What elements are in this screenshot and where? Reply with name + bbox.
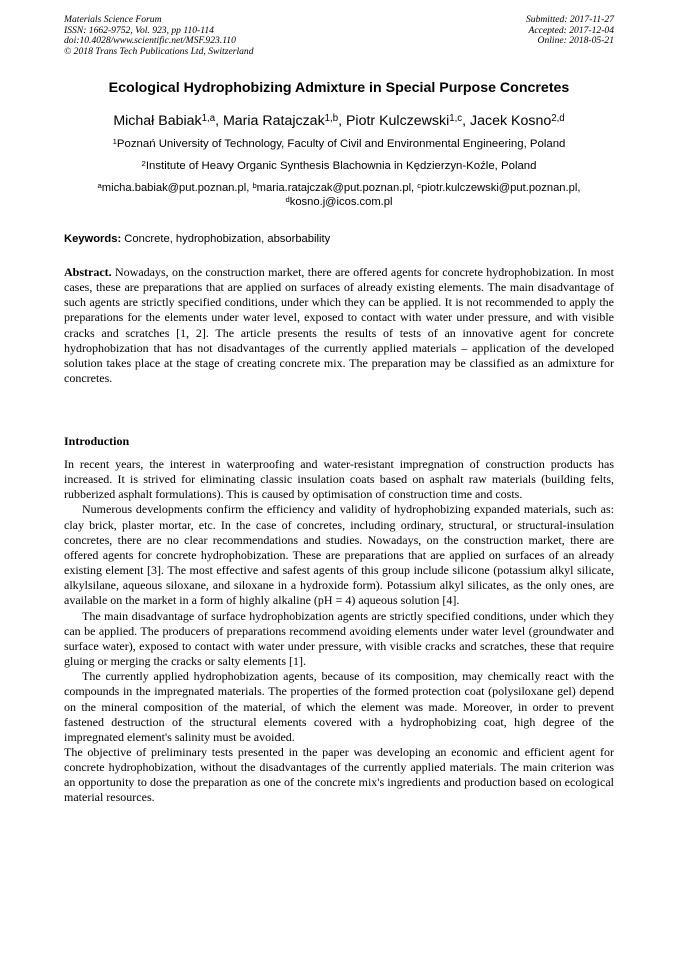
author-affiliation-mark: 2,d [551,112,565,124]
email-mark: b [252,180,257,190]
email-address: maria.ratajczak@put.poznan.pl, [256,182,418,194]
intro-paragraph: The currently applied hydrophobization agents, because of its composition, may chemically react with the compounds in the impregnated materials. The properties of the formed protection coat (polysiloxane gel) depend on the mineral composition of the material, of which the element was made. Moreover, in order to prevent fastened destruction of the structural elements covered with a hydrophobizing coat, high degree of the impregnated element's salinity must be avoided. [64,669,614,744]
author-emails [40,181,638,209]
email-address: piotr.kulczewski@put.poznan.pl, [421,182,581,194]
affiliation-2 [30,159,648,174]
email-mark: d [285,194,290,204]
keywords-label: Keywords: [64,233,122,245]
intro-paragraph: Numerous developments confirm the efficiency and validity of hydrophobizing expanded materials, such as: clay brick, plaster mortar, etc. In the case of concretes, including ordinary, structural, or structural-insulation concretes, there are no clear recommendations and studies. Nowadays, on the construction market, there are offered agents for concrete hydrophobization. These are preparations that are applied on surfaces of an already existing element [3]. The most effective and safest agents of this group include silicone (potassium alkyl silicate, alkylsilane, aqueous siloxane, and siloxane in a hydroxide form). Potassium alkyl silicates, as the only ones, are available on the market in a form of highly alkaline (pH = 4) aqueous solution [4]. [64,502,614,608]
affiliation-text: Poznań University of Technology, Faculty of Civil and Environmental Engineering, Poland [116,138,566,150]
author-name: Michał Babiak [113,113,202,129]
intro-paragraph: The objective of preliminary tests presented in the paper was developing an economic and efficient agent for concrete hydrophobization, without the disadvantages of the currently applied materials. The main criterion was an opportunity to dose the preparation as one of the concrete mix's ingredients and production based on ecological material resources. [64,744,614,805]
author-affiliation-mark: 1,a [201,112,216,124]
introduction-body [64,457,614,806]
online-date: Online: 2018-05-21 [537,35,614,47]
abstract-text: Nowadays, on the construction market, there are offered agents for concrete hydrophobization. In most cases, these are preparations that are applied on surfaces of already existing elements. The main disadvantage of such agents are strictly specified conditions, under which they can be applied. It is not recommended to apply the preparations for the elements under water level, exposed to contact with water under pressure, and with visible cracks and scratches [1, 2]. The article presents the results of tests of an innovative agent for concrete hydrophobization that has not disadvantages of the currently applied materials – application of the developed solution takes place at the stage of creating concrete mix. The preparation may be classified as an admixture for concretes. [64,265,614,386]
abstract [64,265,614,386]
author-affiliation-mark: 1,c [449,112,463,124]
submission-dates [526,15,614,47]
journal-name: Materials Science Forum [64,14,162,25]
accepted-date: Accepted: 2017-12-04 [528,24,614,36]
affiliation-text: Institute of Heavy Organic Synthesis Blachownia in Kędzierzyn-Koźle, Poland [145,160,537,172]
author-name: Piotr Kulczewski [345,113,450,129]
author-name: Jacek Kosno [470,113,552,129]
affiliation-number: 2 [141,158,146,168]
author-list [30,112,648,130]
email-mark: a [97,180,102,190]
submitted-date: Submitted: 2017-11-27 [525,14,614,25]
email-mark: c [417,180,422,190]
journal-info [64,15,254,57]
email-address: kosno.j@icos.com.pl [289,196,393,208]
author-affiliation-mark: 1,b [324,112,339,124]
intro-paragraph: In recent years, the interest in waterproofing and water-resistant impregnation of construction products has increased. It is strived for eliminating classic insulation coats based on asphalt raw materials (building felts, rubberized asphalt formulations). This is caused by optimisation of construction time and costs. [64,457,614,502]
copyright-line: © 2018 Trans Tech Publications Ltd, Switzerland [64,45,254,57]
author-separator: , [215,113,223,129]
issn-line: ISSN: 1662-9752, Vol. 923, pp 110-114 [64,24,214,36]
doi-line: doi:10.4028/www.scientific.net/MSF.923.110 [64,35,236,47]
author-name: Maria Ratajczak [222,113,325,129]
author-separator: , [462,113,471,129]
keywords-text: Concrete, hydrophobization, absorbability [121,233,331,245]
author-separator: , [338,113,346,129]
abstract-label: Abstract. [64,265,112,279]
affiliation-number: 1 [112,136,117,146]
keywords [64,232,330,246]
email-address: micha.babiak@put.poznan.pl, [101,182,253,194]
section-heading-introduction: Introduction [64,434,130,448]
affiliation-1 [30,137,648,152]
paper-title: Ecological Hydrophobizing Admixture in Special Purpose Concretes [108,80,570,96]
intro-paragraph: The main disadvantage of surface hydrophobization agents are strictly specified conditions, under which they can be applied. The producers of preparations recommend avoiding elements under water level (groundwater and surface water), exposed to contact with water under pressure, with visible cracks and scratches, these that require gluing or merging the cracks or salty elements [1]. [64,608,614,669]
